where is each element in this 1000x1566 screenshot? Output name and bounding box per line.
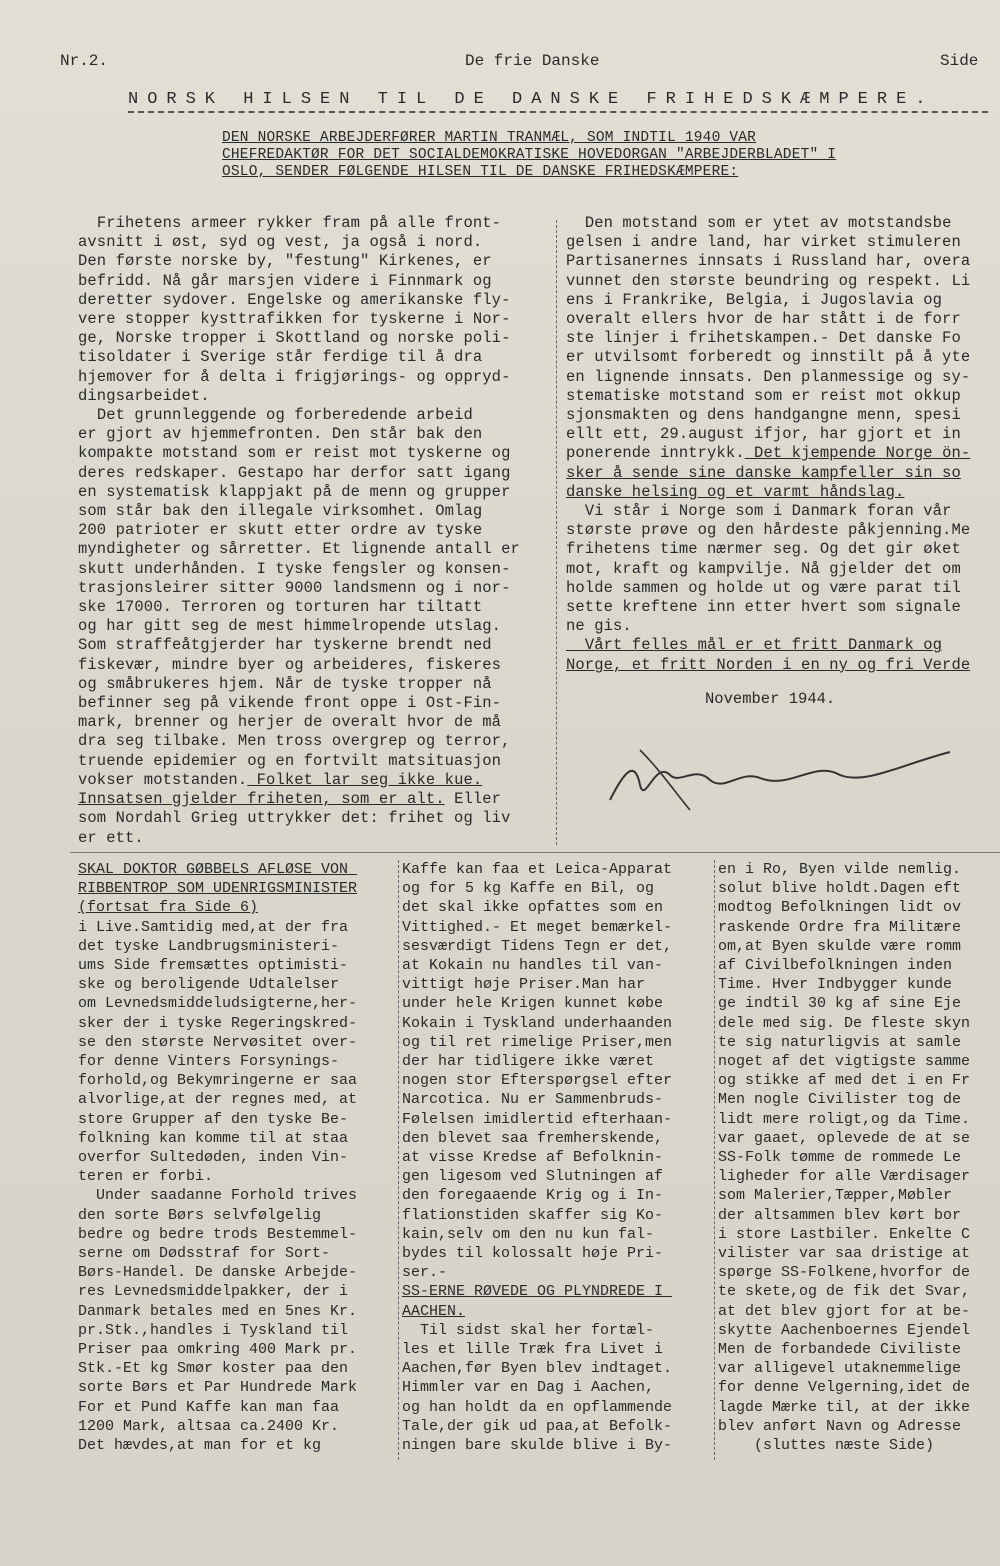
article-title: NORSK HILSEN TIL DE DANSKE FRIHEDSKÆMPERE. [128, 90, 988, 113]
page-header [0, 52, 1000, 76]
article-subtitle: DEN NORSKE ARBEJDERFØRER MARTIN TRANMÆL, SOM INDTIL 1940 VAR CHEFREDAKTØR FOR DET SOCIALDEMOKRATISKE HOVEDORGAN "ARBEJDERBLADET" I OSLO, SENDER FØLGENDE HILSEN TIL DE DANSKE FRIHEDSKÆMPERE: [222, 130, 837, 180]
column-divider [714, 860, 715, 1460]
column-2-goal: Vårt felles mål er et fritt Danmark og Norge, et fritt Norden i en ny og fri Verde [566, 636, 971, 674]
column-divider [398, 860, 399, 1460]
gobbels-headline: SKAL DOKTOR GØBBELS AFLØSE VON RIBBENTROP SOM UDENRIGSMINISTER [78, 861, 358, 898]
column-1-body: Frihetens armeer rykker fram på alle front- avsnitt i øst, syd og vest, ja også i nord. Den første norske by, "festung" Kirkenes, er befridd. Nå går marsjen videre i Finnmark og deretter sydover. Engelske og amerikanske fly- vere stopper kysttrafikken for tyskerne i Nor- ge, Norske tropper i Skottland og norske poli- tisoldater i Sverige står ferdige til å dra hjemover for å delta i frigjørings- og oppryd- dingsarbeidet. Det grunnleggende og forberedende arbeid er gjort av hjemmefronten. Den står bak den kompakte motstand som er reist mot tyskerne og deres redskaper. Gestapo har derfor satt igang en systematisk klappjakt på de menn og grupper som står bak den illegale virksomhet. Omlag 200 patrioter er skutt etter ordre av tyske myndigheter og sårretter. Et lignende antall er skutt underhånden. I tyske fengsler og konsen- trasjonsleirer sitter 9000 landsmenn og i nor- ske 17000. Terroren og torturen har tiltatt og har gitt seg de mest himmelropende utslag. Som straffeåtgjerder har tyskerne brendt ned fiskevær, mindre byer og arbeideres, fiskeres og småbrukeres hjem. Når de tyske tropper nå befinner seg på vikende front oppe i Ost-Fin- mark, brenner og herjer de overalt hvor de må dra seg tilbake. Men tross overgrep og terror, truende epidemier og en fortvilt matsituasjon vokser motstanden. [78, 214, 520, 789]
section-rule [70, 852, 1000, 853]
aachen-headline: SS-ERNE RØVEDE OG PLYNDREDE I AACHEN. [402, 1283, 673, 1320]
column-1-underlined-b: Innsatsen gjelder friheten, som er alt. [78, 790, 445, 809]
aachen-body: Til sidst skal her fortæl- les et lille Træk fra Livet i Aachen,før Byen blev indtaget. Himmler var en Dag i Aachen, og han holdt da en opflammende Tale,der gik ud paa,at Befolk- ningen bare skulde blive i By- [402, 1321, 673, 1455]
article-date: November 1944. [705, 690, 836, 708]
column-2-middle: Vi står i Norge som i Danmark foran vår største prøve og den hårdeste påkjenning.Me frihetens time nærmer seg. Og det gir øket mot, kraft og kampvilje. Nå gjelder det om holde sammen og holde ut og være parat til sette kreftene inn etter hvert som signale ne gis. [566, 502, 971, 636]
bottom-column-3 [718, 860, 1000, 1455]
issue-number: Nr.2. [60, 52, 109, 70]
aachen-body-cont: en i Ro, Byen vilde nemlig. solut blive holdt.Dagen eft modtog Befolkningen lidt ov raskende Ordre fra Militære om,at Byen skulde være romm af Civilbefolkningen inden Time. Hver Indbygger kunde ge indtil 30 kg af sine Eje dele med sig. De fleste skyn te sig naturligvis at samle noget af det vigtigste samme og stikke af med det i en Fr Men nogle Civilister tog de lidt mere roligt,og da Time. var gaaet, oplevede de at se SS-Folk tømme de rommede Le ligheder for alle Værdisager som Malerier,Tæpper,Møbler der altsammen blev kørt bor i store Lastbiler. Enkelte C vilister var saa dristige at spørge SS-Folkene,hvorfor de te skete,og de fik det Svar, at det blev gjort for at be- skytte Aachenboernes Ejendel Men de forbandede Civiliste var alligevel utaknemmelige for denne Velgerning,idet de lagde Mærke til, at der ikke blev anført Navn og Adresse [718, 861, 971, 1435]
continued-next-page: (sluttes næste Side) [754, 1437, 935, 1455]
column-2-underlined: Det kjempende Norge ön- sker å sende sine danske kampfeller sin so danske helsing og et varmt håndslag. [566, 444, 971, 501]
cocaine-body: Kaffe kan faa et Leica-Apparat og for 5 kg Kaffe en Bil, og det skal ikke opfattes som en Vittighed.- Et meget bemærkel- sesværdigt Tidens Tegn er det, at Kokain nu handles til van- vittigt høje Priser.Man har under hele Krigen kunnet købe Kokain i Tyskland underhaanden og til ret rimelige Priser,men der har tidligere ikke været nogen stor Efterspørgsel efter Narcotica. Nu er Sammenbruds- Følelsen imidlertid efterhaan- den blevet saa fremherskende, at visse Kredse af Befolknin- gen ligesom ved Slutningen af den foregaaende Krig og i In- flationstiden skaffer sig Ko- kain,selv om den nu kun fal- bydes til kolossalt høje Pri- ser.- [402, 861, 673, 1282]
continued-from: (fortsat fra Side 6) [78, 899, 259, 917]
page-label: Side [940, 52, 979, 70]
column-1-end: Eller som Nordahl Grieg uttrykker det: frihet og liv er ett. [78, 790, 511, 847]
article-column-2 [566, 214, 1000, 675]
signature-image [600, 730, 960, 820]
article-column-1 [78, 214, 548, 848]
column-divider [556, 220, 557, 845]
paper-name: De frie Danske [465, 52, 600, 70]
bottom-column-2 [402, 860, 714, 1455]
column-2-body: Den motstand som er ytet av motstandsbe gelsen i andre land, har virket stimuleren Partisanernes innsats i Russland har, overa vunnet den største beundring og respekt. Li ens i Frankrike, Belgia, i Jugoslavia og overalt ellers hvor de har stått i de forr ste linjer i frihetskampen.- Det danske Fo er utvilsomt forberedt og innstilt på å yte en lignende innsats. Den planmessige og sy- stematiske motstand som er reist mot okkup sjonsmakten og dens handgangne menn, spesi ellt ett, 29.august ifjor, har gjort et in ponerende inntrykk. [566, 214, 971, 463]
column-1-underlined-a: Folket lar seg ikke kue. [247, 770, 483, 789]
bottom-column-1 [78, 860, 398, 1455]
gobbels-body: i Live.Samtidig med,at der fra det tyske Landbrugsministeri- ums Side fremsættes optimisti- ske og beroligende Udtalelser om Levnedsmiddeludsigterne,her- sker der i tyske Regeringskred- se den største Nervøsitet over- for denne Vinters Forsynings- forhold,og Bekymringerne er saa alvorlige,at der regnes med, at store Grupper af den tyske Be- folkning kan komme til at staa overfor Sultedøden, inden Vin- teren er forbi. Under saadanne Forhold trives den sorte Børs selvfølgelig bedre og bedre trods Bestemmel- serne om Dødsstraf for Sort- Børs-Handel. De danske Arbejde- res Levnedsmiddelpakker, der i Danmark betales med en 5nes Kr. pr.Stk.,handles i Tyskland til Priser paa omkring 400 Mark pr. Stk.-Et kg Smør koster paa den sorte Børs et Par Hundrede Mark For et Pund Kaffe kan man faa 1200 Mark, altsaa ca.2400 Kr. Det hævdes,at man for et kg [78, 918, 358, 1455]
